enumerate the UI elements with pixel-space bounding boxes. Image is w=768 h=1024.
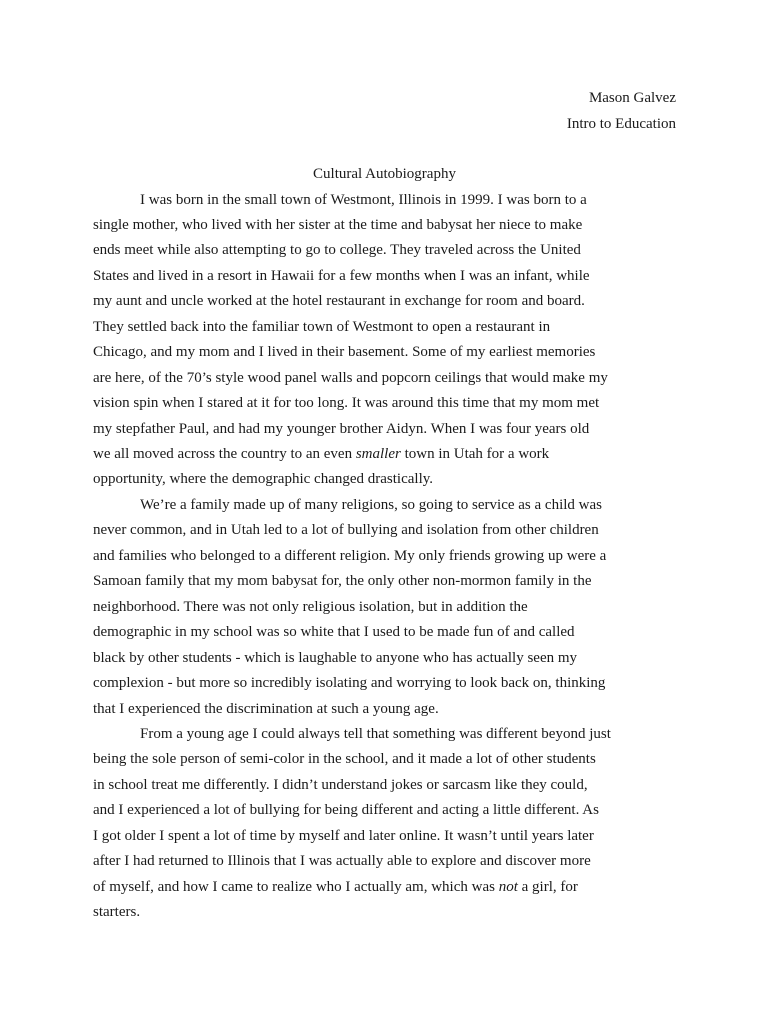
text-line: black by other students - which is laughable to anyone who has actually seen my — [93, 649, 578, 666]
text-run: we all moved across the country to an even — [93, 446, 356, 463]
text-line: ends meet while also attempting to go to college. They traveled across the United — [93, 242, 581, 259]
text-run: a girl, for — [517, 878, 578, 895]
text-line: my aunt and uncle worked at the hotel restaurant in exchange for room and board. — [93, 293, 585, 310]
document-page — [93, 86, 676, 926]
text-line: and I experienced a lot of bullying for being different and acting a little different. As — [93, 802, 599, 819]
text-line: I was born in the small town of Westmont, Illinois in 1999. I was born to a — [140, 191, 587, 208]
italic-emphasis: smaller — [355, 446, 401, 463]
text-line: being the sole person of semi-color in the school, and it made a lot of other students — [93, 751, 596, 768]
course-name: Intro to Education — [566, 115, 676, 132]
text-line: We’re a family made up of many religions, so going to service as a child was — [140, 496, 602, 513]
text-line: my stepfather Paul, and had my younger brother Aidyn. When I was four years old — [93, 420, 590, 437]
text-line — [93, 442, 676, 467]
document-title: Cultural Autobiography — [313, 166, 456, 182]
text-line: complexion - but more so incredibly isolating and worrying to look back on, thinking — [93, 675, 606, 692]
paragraph-3 — [93, 722, 676, 926]
text-run: town in Utah for a work — [400, 446, 550, 463]
text-line: and families who belonged to a different religion. My only friends growing up were a — [93, 547, 607, 564]
text-line: in school treat me differently. I didn’t understand jokes or sarcasm like they could, — [93, 776, 588, 793]
text-line — [93, 875, 676, 900]
text-line: States and lived in a resort in Hawaii for a few months when I was an infant, while — [93, 267, 590, 284]
text-line: demographic in my school was so white that I used to be made fun of and called — [93, 624, 575, 641]
text-line: neighborhood. There was not only religious isolation, but in addition the — [93, 598, 528, 615]
text-line: vision spin when I stared at it for too long. It was around this time that my mom met — [93, 395, 600, 412]
text-line: Chicago, and my mom and I lived in their basement. Some of my earliest memories — [93, 344, 596, 361]
text-line: From a young age I could always tell that something was different beyond just — [140, 726, 611, 743]
author-name: Mason Galvez — [588, 90, 676, 106]
text-line: are here, of the 70’s style wood panel walls and popcorn ceilings that would make my — [93, 369, 608, 386]
text-line: single mother, who lived with her sister at the time and babysat her niece to make — [93, 216, 583, 233]
document-body — [93, 188, 676, 926]
text-line: opportunity, where the demographic changed drastically. — [93, 471, 434, 488]
text-line: after I had returned to Illinois that I was actually able to explore and discover more — [93, 853, 591, 870]
paragraph-1 — [93, 188, 676, 493]
text-line: starters. — [93, 904, 141, 921]
text-line: They settled back into the familiar town of Westmont to open a restaurant in — [93, 318, 551, 335]
text-line: that I experienced the discrimination at such a young age. — [93, 700, 439, 717]
italic-emphasis: not — [498, 878, 518, 895]
text-run: of myself, and how I came to realize who I actually am, which was — [93, 878, 499, 895]
text-line: I got older I spent a lot of time by myself and later online. It wasn’t until years later — [93, 827, 594, 844]
text-line: Samoan family that my mom babysat for, the only other non-mormon family in the — [93, 573, 592, 590]
paragraph-2 — [93, 493, 676, 722]
text-line: never common, and in Utah led to a lot of bullying and isolation from other children — [93, 522, 599, 539]
